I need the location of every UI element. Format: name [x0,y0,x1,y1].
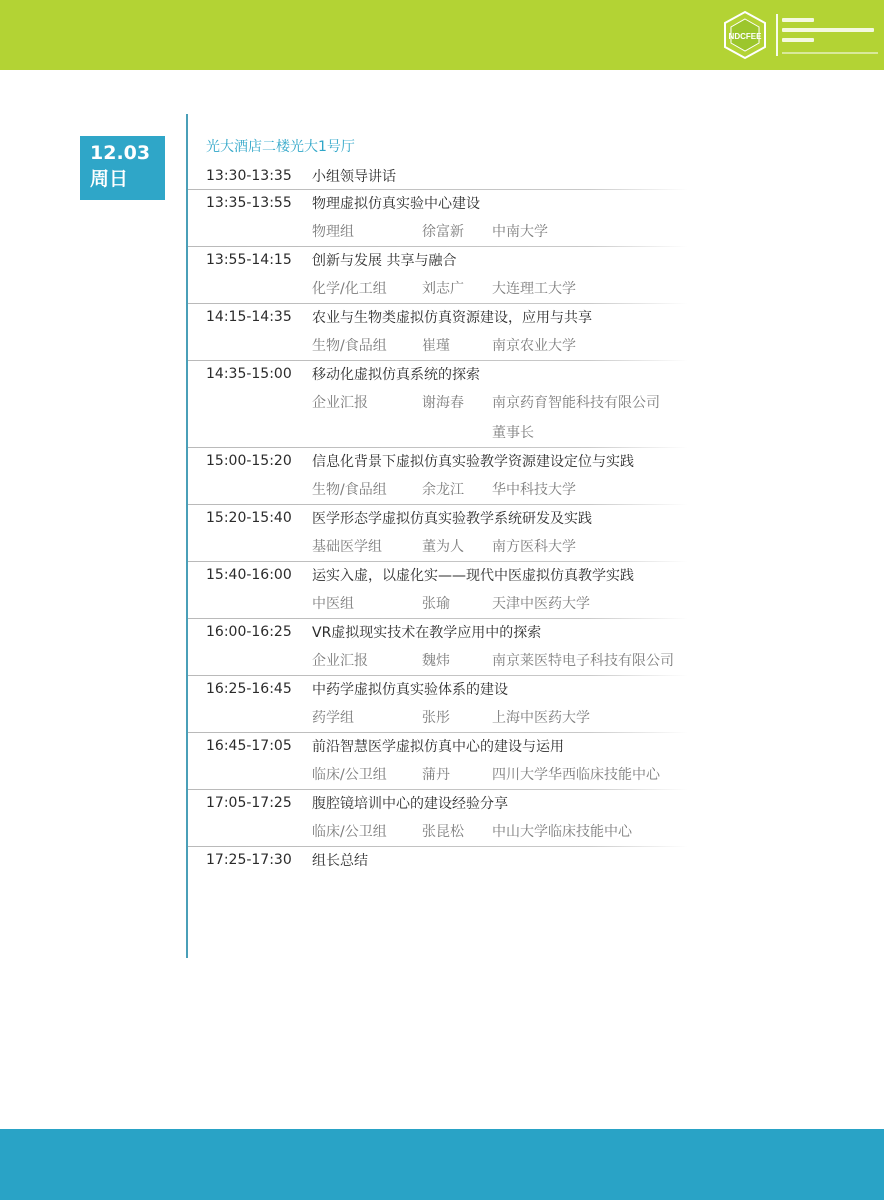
logo-text: NDCFEE [728,32,762,41]
speaker-group: 临床/公卫组 [312,767,387,783]
schedule-item [188,676,688,732]
session-title: 前沿智慧医学虚拟仿真中心的建设与运用 [312,739,564,755]
schedule-item [188,733,688,789]
speaker-name: 董为人 [422,539,464,555]
speaker-group: 基础医学组 [312,539,382,555]
speaker-name: 崔瑾 [422,338,450,354]
date-weekday: 周日 [90,168,129,190]
session-time: 13:55-14:15 [206,252,292,268]
session-time: 17:05-17:25 [206,795,292,811]
schedule-item [188,163,688,189]
speaker-name: 刘志广 [422,281,464,297]
schedule-item [188,448,688,504]
speaker-group: 企业汇报 [312,653,368,669]
schedule-item [188,847,688,873]
session-title: 中药学虚拟仿真实验体系的建设 [312,682,508,698]
speaker-title: 董事长 [492,425,534,441]
session-time: 15:20-15:40 [206,510,292,526]
speaker-org: 南方医科大学 [492,539,576,555]
speaker-group: 企业汇报 [312,395,368,411]
session-title: 创新与发展 共享与融合 [312,253,457,269]
speaker-org: 华中科技大学 [492,482,576,498]
session-time: 15:00-15:20 [206,453,292,469]
speaker-org: 大连理工大学 [492,281,576,297]
schedule-item [188,505,688,561]
logo-caption-graphic [782,18,878,48]
speaker-group: 化学/化工组 [312,281,387,297]
session-title: 医学形态学虚拟仿真实验教学系统研发及实践 [312,511,592,527]
date-badge [80,136,165,200]
hexagon-logo-icon [720,10,770,60]
session-title: 腹腔镜培训中心的建设经验分享 [312,796,508,812]
session-title: 物理虚拟仿真实验中心建设 [312,196,480,212]
speaker-group: 生物/食品组 [312,482,387,498]
schedule-item [188,304,688,360]
speaker-name: 张瑜 [422,596,450,612]
footer-band [0,1129,884,1200]
speaker-name: 谢海春 [422,395,464,411]
speaker-org: 南京农业大学 [492,338,576,354]
logo-divider [776,14,778,56]
speaker-group: 生物/食品组 [312,338,387,354]
session-title: VR虚拟现实技术在教学应用中的探索 [312,625,542,641]
speaker-org: 上海中医药大学 [492,710,590,726]
speaker-name: 余龙江 [422,482,464,498]
speaker-group: 临床/公卫组 [312,824,387,840]
speaker-name: 张昆松 [422,824,464,840]
speaker-group: 中医组 [312,596,354,612]
session-time: 14:15-14:35 [206,309,292,325]
speaker-org: 南京莱医特电子科技有限公司 [492,653,674,669]
session-title: 农业与生物类虚拟仿真资源建设，应用与共享 [312,310,592,326]
session-title: 移动化虚拟仿真系统的探索 [312,367,480,383]
venue-title: 光大酒店二楼光大1号厅 [206,139,355,155]
schedule-item [188,562,688,618]
schedule-item [188,190,688,246]
logo-subline [782,52,878,54]
schedule-item [188,790,688,846]
session-time: 13:35-13:55 [206,195,292,211]
header-band [0,0,884,70]
schedule-item [188,619,688,675]
speaker-name: 蒲丹 [422,767,450,783]
ndcfee-logo [718,8,878,62]
session-time: 17:25-17:30 [206,852,292,868]
session-time: 15:40-16:00 [206,567,292,583]
speaker-org: 中山大学临床技能中心 [492,824,632,840]
session-title: 小组领导讲话 [312,169,396,185]
date-day: 12.03 [90,142,151,164]
speaker-org: 四川大学华西临床技能中心 [492,767,660,783]
session-time: 16:45-17:05 [206,738,292,754]
speaker-name: 张彤 [422,710,450,726]
speaker-group: 药学组 [312,710,354,726]
speaker-org: 天津中医药大学 [492,596,590,612]
speaker-org: 中南大学 [492,224,548,240]
session-time: 14:35-15:00 [206,366,292,382]
session-title: 信息化背景下虚拟仿真实验教学资源建设定位与实践 [312,454,634,470]
speaker-org: 南京药育智能科技有限公司 [492,395,660,411]
schedule-list [188,163,688,873]
schedule-item [188,247,688,303]
session-title: 运实入虚，以虚化实——现代中医虚拟仿真教学实践 [312,568,634,584]
session-time: 16:25-16:45 [206,681,292,697]
session-time: 13:30-13:35 [206,168,292,184]
session-time: 16:00-16:25 [206,624,292,640]
speaker-name: 魏炜 [422,653,450,669]
schedule-item [188,361,688,447]
speaker-group: 物理组 [312,224,354,240]
speaker-name: 徐富新 [422,224,464,240]
session-title: 组长总结 [312,853,368,869]
